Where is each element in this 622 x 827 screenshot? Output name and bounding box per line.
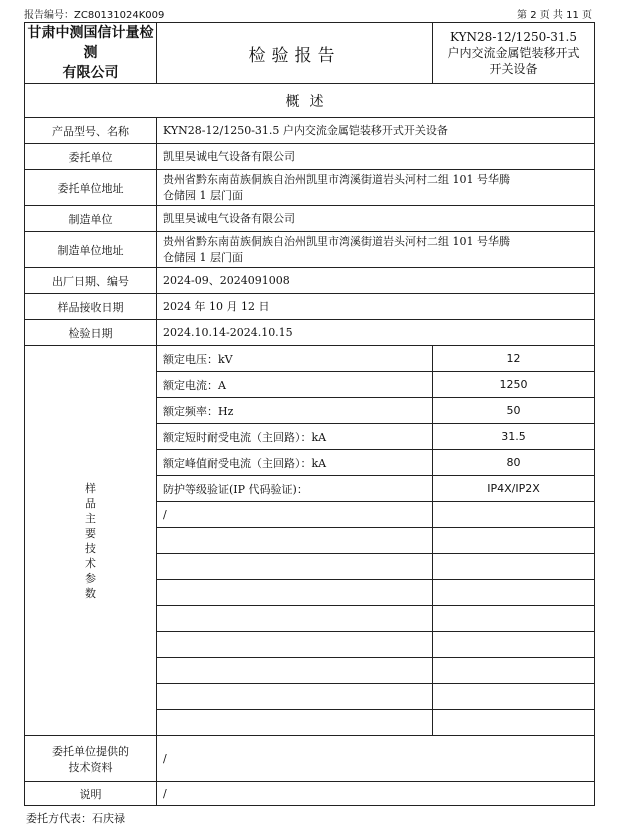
maker-address-label: 制造单位地址	[25, 232, 157, 268]
empty-cell	[157, 710, 433, 736]
param-name: /	[157, 502, 433, 528]
client-address-label: 委托单位地址	[25, 170, 157, 206]
tech-docs-label-line1: 委托单位提供的	[52, 744, 129, 758]
params-label	[25, 346, 157, 736]
params-label-char: 样	[85, 481, 96, 495]
org-name-line2: 有限公司	[62, 65, 119, 81]
report-number: 报告编号：ZC80131024K009	[24, 10, 165, 21]
test-date-row	[25, 320, 595, 346]
maker-address-line1: 贵州省黔东南苗族侗族自治州凯里市湾溪街道岩头河村二组 101 号华腾	[163, 234, 510, 248]
factory-value: 2024-09、2024091008	[157, 268, 595, 294]
params-label-char: 品	[85, 496, 96, 510]
empty-cell	[433, 632, 595, 658]
empty-cell	[433, 554, 595, 580]
param-value: 80	[433, 450, 595, 476]
empty-cell	[433, 684, 595, 710]
empty-cell	[433, 580, 595, 606]
header-row	[25, 23, 595, 84]
empty-cell	[157, 528, 433, 554]
report-title: 检验报告	[157, 23, 433, 84]
params-label-char: 要	[85, 526, 96, 540]
model-value: KYN28-12/1250-31.5 户内交流金属铠装移开式开关设备	[157, 118, 595, 144]
maker-address-value	[157, 232, 595, 268]
params-label-char: 术	[85, 556, 96, 570]
model-row	[25, 118, 595, 144]
empty-cell	[433, 658, 595, 684]
org-name-line1: 甘肃中测国信计量检测	[27, 25, 154, 61]
product-line2: 户内交流金属铠装移开式	[447, 46, 580, 60]
report-table	[24, 22, 595, 806]
tech-docs-label	[25, 736, 157, 782]
client-address-row	[25, 170, 595, 206]
empty-cell	[157, 632, 433, 658]
params-label-char: 参	[85, 571, 96, 585]
empty-cell	[157, 580, 433, 606]
overview-row	[25, 84, 595, 118]
maker-label: 制造单位	[25, 206, 157, 232]
received-value: 2024 年 10 月 12 日	[157, 294, 595, 320]
param-name: 额定短时耐受电流（主回路）：kA	[157, 424, 433, 450]
empty-cell	[157, 554, 433, 580]
empty-cell	[433, 710, 595, 736]
client-row	[25, 144, 595, 170]
client-representative: 委托方代表：石庆禄	[26, 812, 125, 825]
param-value: 31.5	[433, 424, 595, 450]
params-label-char: 数	[85, 586, 96, 600]
client-address-line1: 贵州省黔东南苗族侗族自治州凯里市湾溪街道岩头河村二组 101 号华腾	[163, 172, 510, 186]
notes-label: 说明	[25, 782, 157, 806]
params-label-char: 主	[85, 511, 96, 525]
tech-docs-label-line2: 技术资料	[68, 760, 113, 774]
factory-label: 出厂日期、编号	[25, 268, 157, 294]
param-name: 额定频率：Hz	[157, 398, 433, 424]
empty-cell	[157, 684, 433, 710]
param-name: 额定峰值耐受电流（主回路）：kA	[157, 450, 433, 476]
client-address-line2: 仓储园 1 层门面	[163, 188, 243, 202]
empty-cell	[433, 528, 595, 554]
client-value: 凯里昊诚电气设备有限公司	[157, 144, 595, 170]
product-line1: KYN28-12/1250-31.5	[449, 30, 577, 44]
empty-cell	[157, 658, 433, 684]
page-info: 第 2 页 共 11 页	[517, 10, 592, 21]
product-line3: 开关设备	[489, 62, 538, 76]
tech-docs-value: /	[157, 736, 595, 782]
empty-cell	[433, 606, 595, 632]
param-value	[433, 502, 595, 528]
param-name: 额定电压：kV	[157, 346, 433, 372]
param-value: 12	[433, 346, 595, 372]
org-cell	[25, 23, 157, 84]
param-row	[25, 346, 595, 372]
maker-address-row	[25, 232, 595, 268]
param-value: 50	[433, 398, 595, 424]
received-row	[25, 294, 595, 320]
maker-row	[25, 206, 595, 232]
test-date-value: 2024.10.14-2024.10.15	[157, 320, 595, 346]
client-label: 委托单位	[25, 144, 157, 170]
model-label: 产品型号、名称	[25, 118, 157, 144]
received-label: 样品接收日期	[25, 294, 157, 320]
test-date-label: 检验日期	[25, 320, 157, 346]
param-value: IP4X/IP2X	[433, 476, 595, 502]
notes-row	[25, 782, 595, 806]
param-name: 防护等级验证(IP 代码验证)：	[157, 476, 433, 502]
tech-docs-row	[25, 736, 595, 782]
overview-title: 概述	[25, 84, 595, 118]
param-name: 额定电流：A	[157, 372, 433, 398]
factory-row	[25, 268, 595, 294]
client-address-value	[157, 170, 595, 206]
empty-cell	[157, 606, 433, 632]
maker-value: 凯里昊诚电气设备有限公司	[157, 206, 595, 232]
product-cell	[433, 23, 595, 84]
maker-address-line2: 仓储园 1 层门面	[163, 250, 243, 264]
notes-value: /	[157, 782, 595, 806]
param-value: 1250	[433, 372, 595, 398]
params-label-char: 技	[85, 541, 96, 555]
